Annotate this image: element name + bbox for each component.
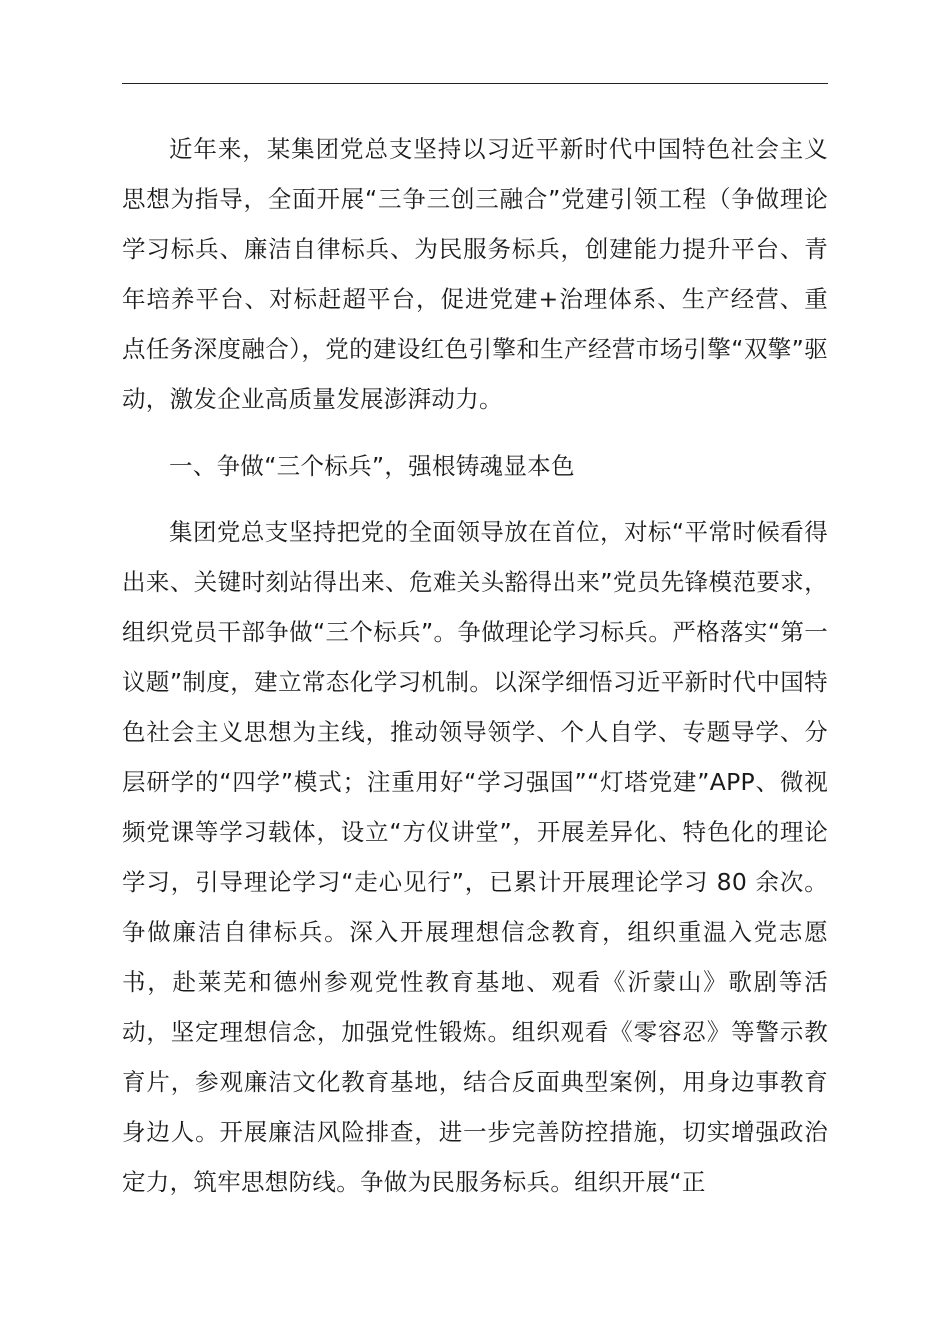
document-body (122, 124, 828, 1207)
section-heading: 一、争做“三个标兵”，强根铸魂显本色 (169, 452, 575, 480)
intro-paragraph: 近年来，某集团党总支坚持以习近平新时代中国特色社会主义思想为指导，全面开展“三争三创三融合”党建引领工程（争做理论学习标兵、廉洁自律标兵、为民服务标兵，创建能力提升平台、青年培养平台、对标赶超平台，促进党建+治理体系、生产经营、重点任务深度融合），党的建设红色引擎和生产经营市场引擎“双擎”驱动，激发企业高质量发展澎湃动力。 (122, 135, 828, 413)
section-paragraph: 集团党总支坚持把党的全面领导放在首位，对标“平常时候看得出来、关键时刻站得出来、危难关头豁得出来”党员先锋模范要求，组织党员干部争做“三个标兵”。争做理论学习标兵。严格落实“第一议题”制度，建立常态化学习机制。以深学细悟习近平新时代中国特色社会主义思想为主线，推动领导领学、个人自学、专题导学、分层研学的“四学”模式；注重用好“学习强国”“灯塔党建”APP、微视频党课等学习载体，设立“方仪讲堂”，开展差异化、特色化的理论学习，引导理论学习“走心见行”，已累计开展理论学习 80 余次。争做廉洁自律标兵。深入开展理想信念教育，组织重温入党志愿书，赴莱芜和德州参观党性教育基地、观看《沂蒙山》歌剧等活动，坚定理想信念，加强党性锻炼。组织观看《零容忍》等警示教育片，参观廉洁文化教育基地，结合反面典型案例，用身边事教育身边人。开展廉洁风险排查，进一步完善防控措施，切实增强政治定力，筑牢思想防线。争做为民服务标兵。组织开展“正 (122, 518, 828, 1196)
header-rule (122, 83, 828, 84)
